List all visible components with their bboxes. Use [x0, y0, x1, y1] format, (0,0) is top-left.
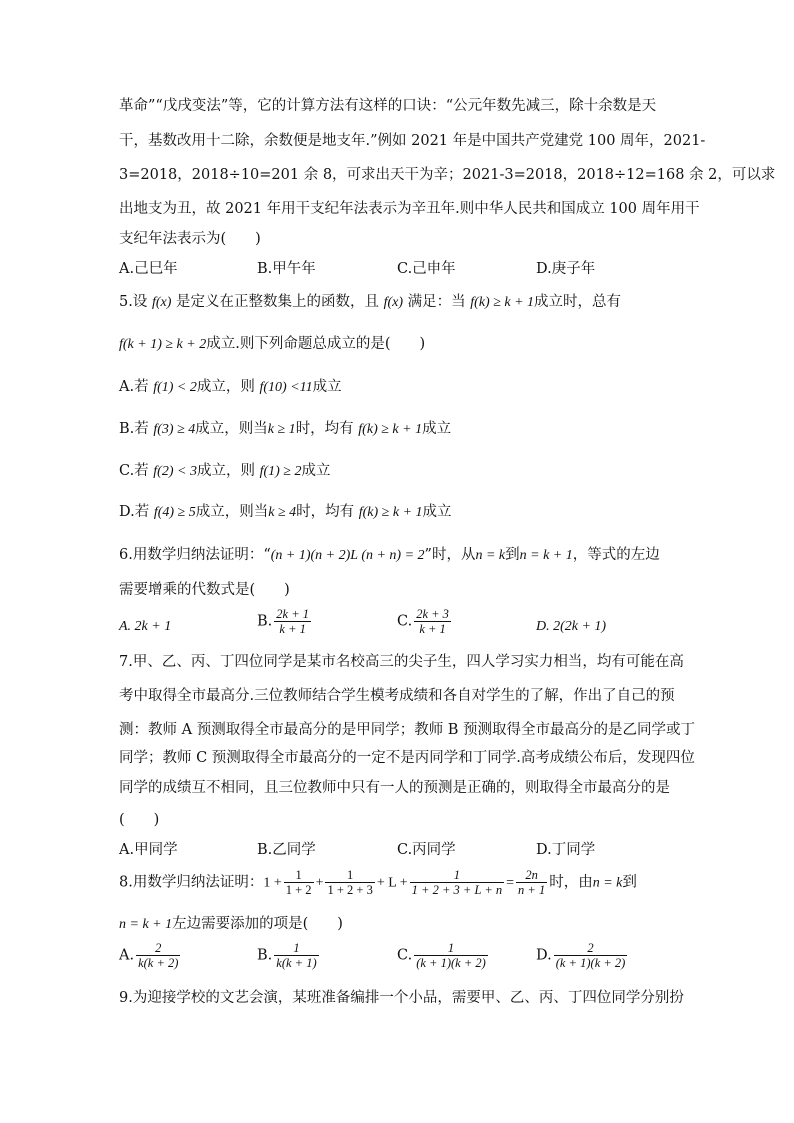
q7-stem-line-4: 同学；教师 C 预测取得全市最高分的一定不是丙同学和丁同学.高考成绩公布后，发现四位 — [119, 750, 695, 766]
fraction-denominator: k + 1 — [279, 622, 306, 636]
fraction-numerator: 1 — [274, 941, 318, 956]
option-math: k ≥ 4 — [268, 505, 297, 520]
q5-text: 成立时，总有 — [534, 294, 622, 310]
q8-stem-line-1 — [119, 868, 637, 897]
q5-math-cond1: f(k) ≥ k + 1 — [470, 295, 535, 310]
q6-text: 到 — [505, 547, 520, 563]
fraction-numerator: 1 — [414, 941, 488, 956]
option-label: C. — [397, 613, 413, 630]
q6-text: 6.用数学归纳法证明：“ — [119, 547, 271, 563]
option-math: f(1) ≥ 2 — [259, 464, 302, 479]
q8-text: 时，由 — [549, 874, 593, 891]
q5-stem-line-2 — [119, 334, 425, 355]
intro-option-d: D.庚子年 — [536, 261, 596, 277]
fraction — [136, 941, 180, 970]
q5-option-a — [119, 377, 342, 398]
q7-stem-line-3: 测：教师 A 预测取得全市最高分的是甲同学；教师 B 预测取得全市最高分的是乙同学或丁 — [119, 722, 696, 738]
fraction-numerator: 2k + 3 — [416, 607, 449, 621]
q8-option-b — [257, 941, 321, 970]
q5-math-fx: f(x) — [151, 295, 172, 310]
fraction — [554, 941, 628, 970]
q7-stem-line-2: 考中取得全市最高分.三位教师结合学生模考成绩和各自对学生的了解，作出了自己的预 — [119, 688, 675, 704]
intro-option-c: C.己申年 — [397, 261, 456, 277]
option-label: B. — [257, 947, 273, 964]
option-text: 成立 — [422, 504, 452, 520]
q6-math: n = k — [475, 548, 506, 563]
option-label: D. — [536, 947, 552, 964]
intro-line-1: 革命”“戊戌变法”等，它的计算方法有这样的口诀：“公元年数先减三，除十余数是天 — [119, 98, 657, 114]
option-text: A.若 — [119, 379, 154, 395]
fraction-numerator: 1 — [325, 868, 374, 883]
option-text: 成立，则当 — [195, 421, 268, 437]
fraction — [284, 868, 314, 897]
q5-option-c — [119, 461, 330, 482]
option-math: f(k) ≥ k + 1 — [358, 422, 423, 437]
q5-text: 是定义在正整数集上的函数，且 — [171, 294, 384, 310]
option-text: D.若 — [119, 504, 154, 520]
option-text: 成立，则 — [196, 379, 260, 395]
intro-line-4: 出地支为丑，故 2021 年用干支纪年法表示为辛丑年.则中华人民共和国成立 100 周年用干 — [119, 201, 700, 217]
intro-line-2: 干，基数改用十二除，余数便是地支年.”例如 2021 年是中国共产党建党 100 周年，2021- — [119, 133, 706, 149]
option-math: f(1) < 2 — [153, 380, 197, 395]
fraction-denominator: n + 1 — [518, 883, 546, 897]
fraction — [414, 941, 488, 970]
fraction-numerator: 2n — [516, 868, 547, 883]
q5-text: 5.设 — [119, 294, 152, 310]
q5-option-b — [119, 419, 451, 440]
option-math: f(2) < 3 — [153, 464, 197, 479]
q8-text: 8.用数学归纳法证明： — [119, 874, 264, 891]
option-label: B. — [257, 613, 273, 630]
q7-option-d: D.丁同学 — [536, 842, 596, 858]
fraction-denominator: k + 1 — [419, 622, 446, 636]
q8-math: n = k + 1 — [119, 917, 173, 932]
option-math: f(10) <11 — [259, 380, 313, 395]
option-text: 成立 — [422, 421, 452, 437]
fraction-denominator: k(k + 2) — [138, 956, 179, 970]
option-math: f(4) ≥ 5 — [153, 505, 196, 520]
option-text: 成立 — [301, 463, 331, 479]
fraction — [516, 868, 547, 897]
q7-option-a: A.甲同学 — [119, 842, 178, 858]
fraction-denominator: 1 + 2 + 3 + L + n — [411, 883, 503, 897]
q9-stem-line-1: 9.为迎接学校的文艺会演，某班准备编排一个小品，需要甲、乙、丙、丁四位同学分别扮 — [119, 990, 684, 1006]
q8-math: = — [506, 875, 515, 891]
q8-option-d — [536, 941, 629, 970]
q6-math: n = k + 1 — [519, 548, 573, 563]
q7-option-b: B.乙同学 — [257, 842, 316, 858]
option-text: B.若 — [119, 421, 154, 437]
option-text: 成立 — [312, 379, 342, 395]
option-text: C.若 — [119, 463, 154, 479]
q6-stem-line-2: 需要增乘的代数式是( ) — [119, 582, 290, 598]
fraction — [414, 607, 451, 636]
q8-text: 到 — [622, 874, 637, 891]
fraction-numerator: 2 — [554, 941, 628, 956]
q6-stem-line-1 — [119, 545, 660, 566]
option-label: C. — [397, 947, 413, 964]
q5-option-d — [119, 502, 452, 523]
fraction — [274, 607, 311, 636]
q7-stem-line-5: 同学的成绩互不相同，且三位教师中只有一人的预测是正确的，则取得全市最高分的是 — [119, 780, 670, 796]
option-text: 时，均有 — [296, 504, 359, 520]
fraction-denominator: k(k + 1) — [276, 956, 317, 970]
q6-math-expr: (n + 1)(n + 2)L (n + n) = 2 — [270, 548, 425, 563]
q8-math: n = k — [592, 875, 623, 891]
option-label: A. — [119, 947, 135, 964]
fraction — [410, 868, 504, 897]
q8-math: + — [315, 875, 324, 891]
fraction-denominator: 1 + 2 — [285, 883, 312, 897]
fraction — [325, 868, 374, 897]
q6-text: ，等式的左边 — [572, 547, 660, 563]
option-math: D. 2(2k + 1) — [536, 619, 607, 634]
q5-stem-line-1 — [119, 292, 621, 313]
fraction-denominator: (k + 1)(k + 2) — [416, 956, 486, 970]
q7-stem-line-6: ( ) — [119, 812, 160, 828]
fraction-numerator: 2 — [136, 941, 180, 956]
option-math: A. 2k + 1 — [119, 619, 172, 634]
q8-math: + L + — [376, 875, 408, 891]
q5-math-fx: f(x) — [383, 295, 404, 310]
q7-option-c: C.丙同学 — [397, 842, 456, 858]
q5-text: 满足：当 — [403, 294, 471, 310]
fraction-denominator: (k + 1)(k + 2) — [555, 956, 626, 970]
option-math: k ≥ 1 — [267, 422, 296, 437]
q6-option-c — [397, 607, 453, 636]
q8-text: 左边需要添加的项是( ) — [172, 916, 343, 932]
q5-text: 成立.则下列命题总成立的是( ) — [206, 336, 426, 352]
q8-stem-line-2 — [119, 914, 343, 935]
q6-option-a — [119, 616, 171, 637]
fraction — [274, 941, 318, 970]
fraction-numerator: 1 — [410, 868, 504, 883]
fraction-denominator: 1 + 2 + 3 — [327, 883, 373, 897]
option-math: f(3) ≥ 4 — [153, 422, 196, 437]
option-text: 成立，则当 — [195, 504, 269, 520]
intro-line-5: 支纪年法表示为( ) — [119, 231, 261, 247]
q8-option-a — [119, 941, 182, 970]
q8-math: 1 + — [263, 875, 282, 891]
intro-line-3: 3=2018，2018÷10=201 余 8，可求出天干为辛；2021-3=2018，2018÷12=168 余 2，可以求 — [119, 167, 776, 183]
q6-option-b — [257, 607, 313, 636]
q6-text: ”时，从 — [424, 547, 476, 563]
q8-option-c — [397, 941, 490, 970]
option-math: f(k) ≥ k + 1 — [358, 505, 423, 520]
fraction-numerator: 2k + 1 — [276, 607, 309, 621]
q6-option-d — [536, 616, 606, 637]
intro-option-b: B.甲午年 — [257, 261, 316, 277]
option-text: 时，均有 — [295, 421, 359, 437]
option-text: 成立，则 — [196, 463, 260, 479]
fraction-numerator: 1 — [284, 868, 314, 883]
q5-math-cond2: f(k + 1) ≥ k + 2 — [119, 337, 207, 352]
intro-option-a: A.己巳年 — [119, 261, 178, 277]
q7-stem-line-1: 7.甲、乙、丙、丁四位同学是某市名校高三的尖子生，四人学习实力相当，均有可能在高 — [119, 654, 684, 670]
